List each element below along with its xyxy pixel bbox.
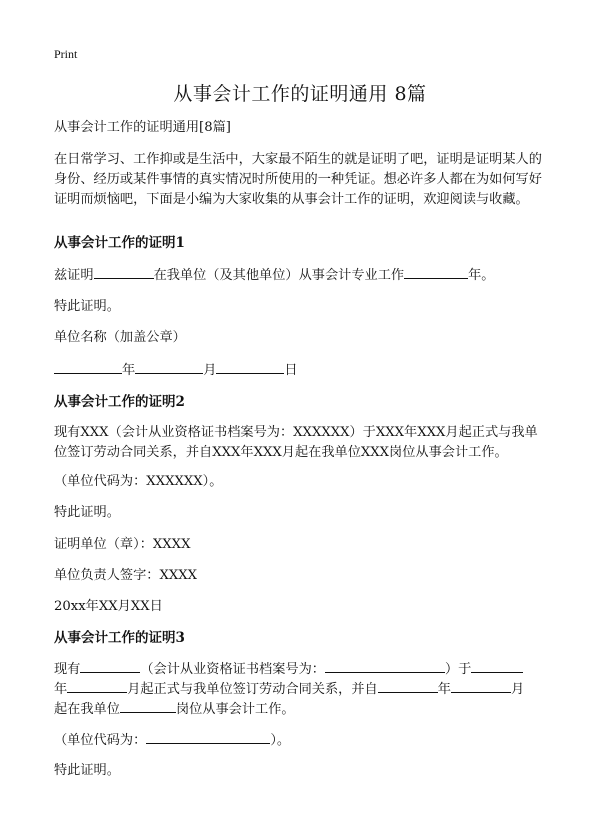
month-label: 月 (203, 363, 217, 379)
blank-field (80, 659, 140, 673)
blank-field (94, 265, 154, 279)
s1-text-a: 兹证明 (54, 268, 94, 284)
s2-date: 20xx年XX月XX日 (54, 599, 163, 614)
blank-field (54, 360, 122, 374)
blank-field (471, 659, 523, 673)
s2-paragraph: 现有XXX（会计从业资格证书档案号为：XXXXXX）于XXX年XXX月起正式与我单位签订劳动合同关系，并自XXX年XXX月起在我单位XXX岗位从事会计工作。 (54, 425, 538, 460)
section-3-heading: 从事会计工作的证明3 (54, 630, 185, 646)
s1-certify-line (54, 265, 548, 286)
s3-text: 现有 (54, 662, 81, 678)
s3-special: 特此证明。 (54, 763, 120, 778)
print-link[interactable]: Print (54, 47, 78, 61)
blank-field (120, 699, 176, 713)
year-label: 年 (122, 363, 136, 379)
s3-text: 起在我单位 (54, 702, 120, 718)
s3-text: （会计从业资格证书档案号为： (140, 662, 325, 678)
s1-special: 特此证明。 (54, 299, 120, 314)
s3-text: 月 (510, 682, 525, 698)
s3-text: （单位代码为： (54, 733, 147, 749)
s2-sign: 单位负责人签字：XXXX (54, 568, 198, 583)
s3-text: 岗位从事会计工作。 (175, 702, 295, 718)
s3-text: ）。 (270, 733, 291, 749)
s3-text: 年 (54, 682, 68, 698)
s3-line-3 (54, 699, 548, 720)
s3-code (54, 730, 548, 751)
s1-text-b: 在我单位（及其他单位）从事会计专业工作 (153, 268, 405, 284)
blank-field (325, 659, 445, 673)
s1-text-c: 年。 (468, 268, 495, 284)
s1-unit-name: 单位名称（加盖公章） (54, 330, 186, 345)
day-label: 日 (284, 363, 298, 379)
blank-field (135, 360, 203, 374)
s1-date-line (54, 360, 548, 381)
s2-unit: 证明单位（章）：XXXX (54, 537, 191, 552)
s3-line-1 (54, 659, 548, 680)
blank-field (404, 265, 468, 279)
blank-field (146, 730, 270, 744)
s3-text: 年 (437, 682, 451, 698)
document-subtitle: 从事会计工作的证明通用[8篇] (54, 120, 231, 135)
s3-text: ）于 (445, 662, 472, 678)
blank-field (216, 360, 284, 374)
blank-field (67, 679, 127, 693)
s3-text: 月起正式与我单位签订劳动合同关系，并自 (127, 682, 378, 698)
intro-paragraph: 在日常学习、工作抑或是生活中，大家最不陌生的就是证明了吧，证明是证明某人的身份、经历或某件事情的真实情况时所使用的一种凭证。想必许多人都在为如何写好证明而烦恼吧，下面是小编为大家收集的从事会计工作的证明，欢迎阅读与收藏。 (54, 152, 542, 207)
blank-field (378, 679, 438, 693)
s2-code: （单位代码为：XXXXXX）。 (54, 474, 223, 489)
s2-special: 特此证明。 (54, 505, 120, 520)
section-1-heading: 从事会计工作的证明1 (54, 235, 185, 251)
section-2-heading: 从事会计工作的证明2 (54, 394, 185, 410)
document-title: 从事会计工作的证明通用 8篇 (173, 83, 427, 105)
s3-line-2 (54, 679, 548, 700)
blank-field (451, 679, 511, 693)
